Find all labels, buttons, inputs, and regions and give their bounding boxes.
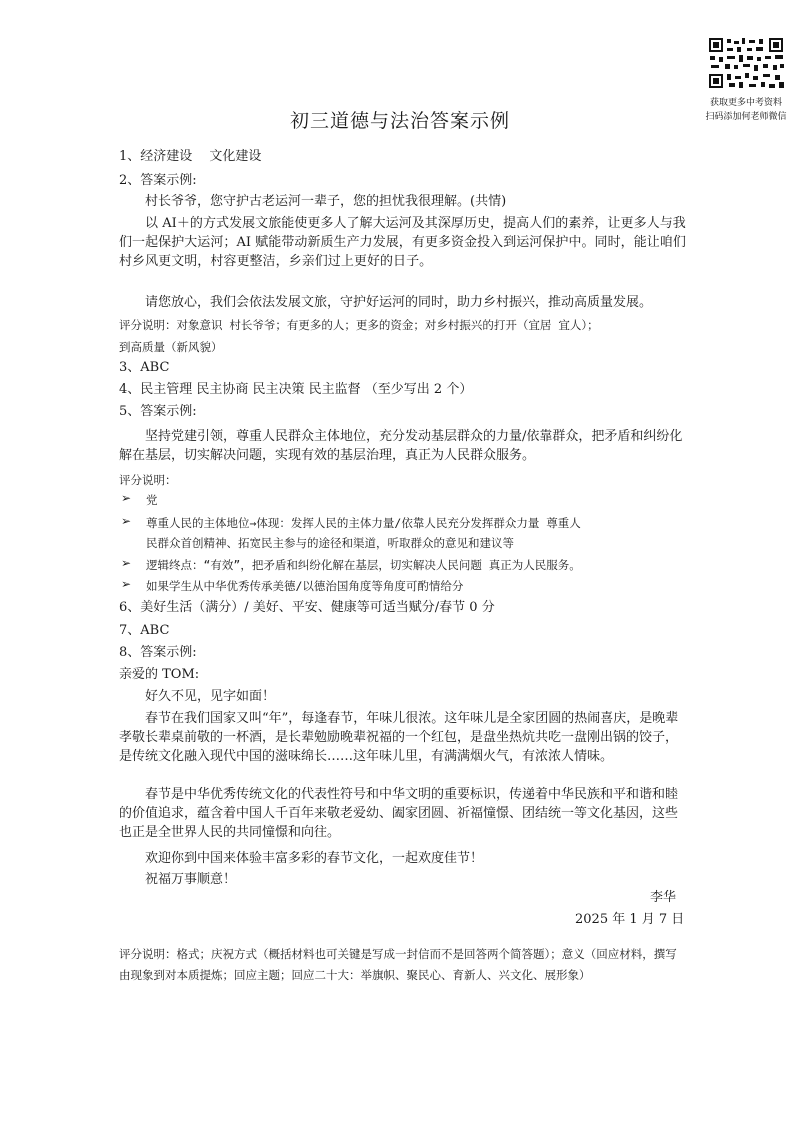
letter-paragraph-1: 好久不见，见字如面！	[145, 689, 276, 704]
answer-5-bullet-1: 党	[146, 493, 158, 507]
answer-2-paragraph-1: 村长爷爷，您守护古老运河一辈子，您的担忧我很理解。(共情)	[145, 194, 507, 209]
letter-paragraph-2: 春节在我们国家又叫“年”，每逢春节，年味儿很浓。这年味儿是全家团圆的热闹喜庆，是晚辈孝敬长辈桌前敬的一杯酒，是长辈勉励晚辈祝福的一个红包，是盘坐热炕共吃一盘刚出锅的饺子，是传统文化融入现代中国的滋味绵长……这年味儿里，有满满烟火气，有浓浓人情味。	[119, 711, 679, 764]
letter-signature: 李华	[650, 890, 677, 905]
bullet-arrow-icon: ➢	[121, 491, 132, 505]
qr-code-image	[707, 36, 787, 92]
letter-paragraph-4: 欢迎你到中国来体验丰富多彩的春节文化，一起欢度佳节！	[145, 851, 484, 866]
answer-5-bullet-3: 逻辑终点：“有效”，把矛盾和纠纷化解在基层，切实解决人民问题 真正为人民服务。	[146, 558, 581, 572]
answer-8-heading: 8、答案示例:	[119, 645, 197, 660]
page-title: 初三道德与法治答案示例	[289, 110, 510, 132]
answer-5-bullet-2-continued: 民群众首创精神、拓宽民主参与的途径和渠道，听取群众的意见和建议等	[146, 536, 514, 550]
answer-8-scoring-note: 评分说明：格式；庆祝方式（概括材料也可关键是写成一封信而不是回答两个简答题）；意义（回应材料，撰写由现象到对本质提炼；回应主题；回应二十大：举旗帜、聚民心、育新人、兴文化、展形象）	[119, 947, 677, 982]
bullet-arrow-icon: ➢	[121, 556, 132, 570]
answer-5-heading: 5、答案示例:	[119, 404, 197, 419]
letter-paragraph-5: 祝福万事顺意！	[145, 872, 237, 887]
answer-2-heading: 2、答案示例:	[119, 173, 197, 188]
qr-caption-line-2: 扫码添加何老师微信	[705, 112, 787, 122]
answer-5-scoring-heading: 评分说明：	[119, 473, 177, 487]
answer-2-paragraph-2: 以 AI＋的方式发展文旅能使更多人了解大运河及其深厚历史，提高人们的素养，让更多人与我们一起保护大运河；AI 赋能带动新质生产力发展，有更多资金投入到运河保护中。同时，能让咱们村乡风更文明，村容更整洁，乡亲们过上更好的日子。	[119, 216, 686, 269]
letter-greeting: 亲爱的 TOM:	[119, 667, 200, 682]
answer-5-paragraph: 坚持党建引领，尊重人民群众主体地位，充分发动基层群众的力量/依靠群众，把矛盾和纠纷化解在基层，切实解决问题，实现有效的基层治理，真正为人民群众服务。	[119, 429, 683, 463]
letter-date: 2025 年 1 月 7 日	[575, 912, 685, 927]
answer-5-bullet-2: 尊重人民的主体地位→体现：发挥人民的主体力量/依靠人民充分发挥群众力量 尊重人	[146, 516, 581, 530]
qr-caption-line-1: 获取更多中考资料	[709, 98, 782, 108]
answer-1: 1、经济建设 文化建设	[119, 149, 262, 164]
answer-7: 7、ABC	[119, 623, 170, 638]
answer-2-scoring-note-2: 到高质量（新风貌）	[119, 340, 223, 354]
letter-paragraph-3: 春节是中华优秀传统文化的代表性符号和中华文明的重要标识，传递着中华民族和平和谐和睦的价值追求，蕴含着中国人千百年来敬老爱幼、阖家团圆、祈福憧憬、团结统一等文化基因，这些也正是全世界人民的共同憧憬和向往。	[119, 787, 679, 840]
bullet-arrow-icon: ➢	[121, 514, 132, 528]
bullet-arrow-icon: ➢	[121, 577, 132, 591]
answer-3: 3、ABC	[119, 360, 170, 375]
answer-2-paragraph-3: 请您放心，我们会依法发展文旅，守护好运河的同时，助力乡村振兴，推动高质量发展。	[145, 295, 653, 310]
qr-code	[707, 36, 787, 92]
answer-2-scoring-note-1: 评分说明：对象意识 村长爷爷；有更多的人；更多的资金；对乡村振兴的打开（宜居 宜人）；	[119, 318, 599, 332]
answer-6: 6、美好生活（满分）/ 美好、平安、健康等可适当赋分/春节 0 分	[119, 600, 495, 615]
answer-5-bullet-4: 如果学生从中华优秀传承美德/以德治国角度等角度可酌情给分	[146, 579, 464, 593]
answer-4: 4、民主管理 民主协商 民主决策 民主监督 （至少写出 2 个）	[119, 382, 473, 397]
